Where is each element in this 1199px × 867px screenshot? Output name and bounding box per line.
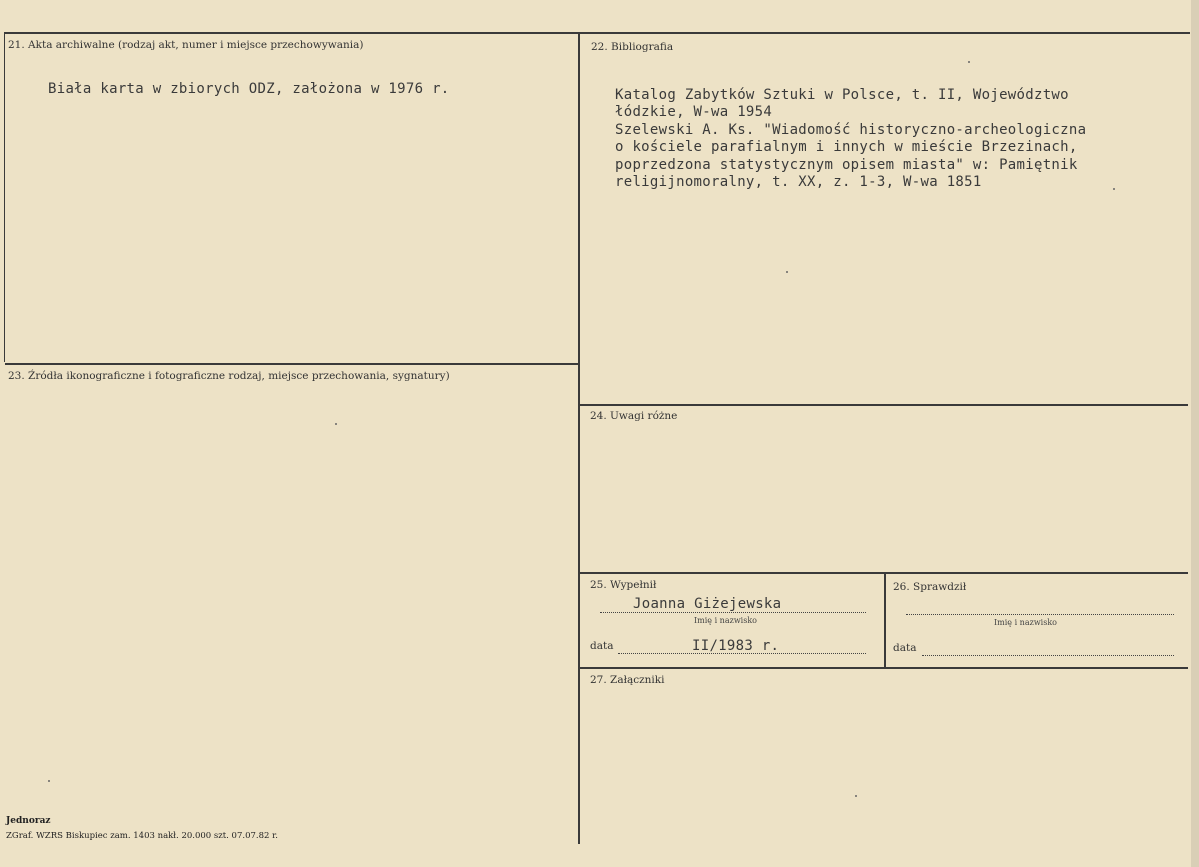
paper-speck bbox=[48, 780, 50, 782]
checked-by-date-label: data bbox=[893, 642, 917, 654]
section-27-label: 27. Załączniki bbox=[590, 674, 665, 686]
center-divider bbox=[578, 32, 580, 844]
checked-by-name-caption: Imię i nazwisko bbox=[994, 618, 1057, 627]
filled-by-date-line bbox=[618, 653, 866, 654]
paper-speck bbox=[968, 61, 970, 63]
checked-by-date-line bbox=[922, 655, 1174, 656]
section-21-label: 21. Akta archiwalne (rodzaj akt, numer i miejsce przechowywania) bbox=[8, 39, 364, 51]
bibliography-line: poprzedzona statystycznym opisem miasta" w: Pamiętnik bbox=[615, 157, 1078, 173]
footer-line-1: Jednoraz bbox=[6, 816, 51, 826]
bibliography-line: religijnomoralny, t. XX, z. 1-3, W-wa 1851 bbox=[615, 174, 982, 190]
paper-speck bbox=[855, 795, 857, 797]
section-24-label: 24. Uwagi różne bbox=[590, 410, 678, 422]
paper-speck bbox=[786, 271, 788, 273]
paper-speck bbox=[1113, 188, 1115, 190]
left-edge bbox=[4, 32, 5, 362]
filled-by-name: Joanna Giżejewska bbox=[633, 596, 782, 612]
section-23-label: 23. Źródła ikonograficzne i fotograficzne rodzaj, miejsce przechowania, sygnatury) bbox=[8, 370, 450, 382]
checked-by-name-line bbox=[906, 614, 1174, 615]
filled-by-date: II/1983 r. bbox=[692, 638, 780, 654]
filled-by-name-caption: Imię i nazwisko bbox=[694, 616, 757, 625]
bibliography-line: Szelewski A. Ks. "Wiadomość historyczno-archeologiczna bbox=[615, 122, 1087, 138]
footer-line-2: ZGraf. WZRS Biskupiec zam. 1403 nakł. 20.000 szt. 07.07.82 r. bbox=[6, 831, 278, 841]
rule-21-23 bbox=[5, 363, 579, 365]
paper-speck bbox=[335, 423, 337, 425]
section-22-label: 22. Bibliografia bbox=[591, 41, 674, 53]
section-26-label: 26. Sprawdził bbox=[893, 581, 967, 593]
bibliography-line: o kościele parafialnym i innych w mieście Brzezinach, bbox=[615, 139, 1078, 155]
rule-25-27 bbox=[580, 667, 1188, 669]
filled-by-date-label: data bbox=[590, 640, 614, 652]
bibliography-line: Katalog Zabytków Sztuki w Polsce, t. II, Województwo bbox=[615, 87, 1069, 103]
top-rule bbox=[5, 32, 1190, 34]
rule-22-24 bbox=[580, 404, 1188, 406]
section-21-text: Biała karta w zbiorych ODZ, założona w 1976 r. bbox=[48, 81, 450, 97]
bibliography-line: łódzkie, W-wa 1954 bbox=[615, 104, 773, 120]
section-25-label: 25. Wypełnił bbox=[590, 579, 657, 591]
divider-25-26 bbox=[884, 573, 886, 667]
filled-by-name-line bbox=[600, 612, 866, 613]
card-edge bbox=[1191, 0, 1199, 867]
